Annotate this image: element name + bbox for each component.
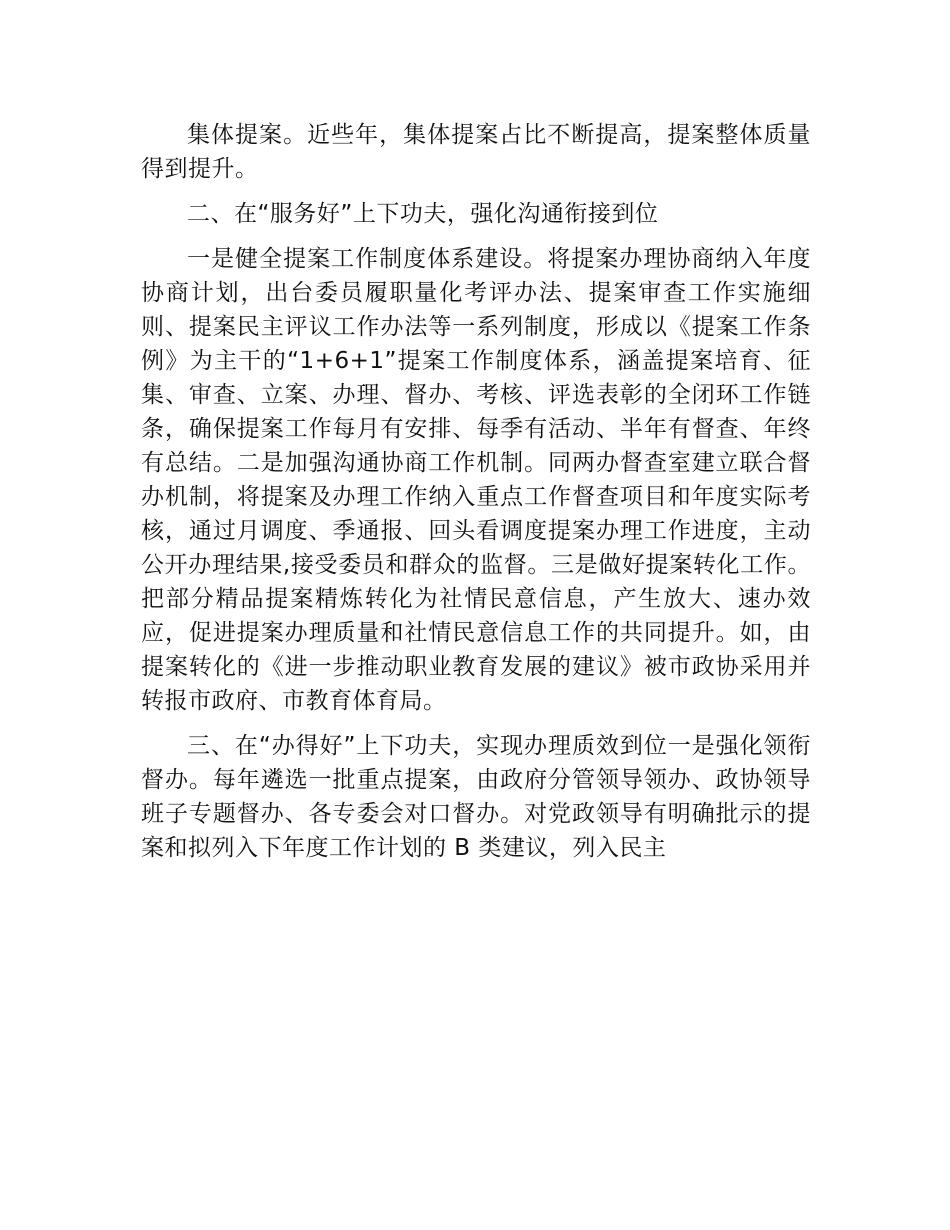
paragraph-gap xyxy=(141,231,811,242)
paragraph-section-3: 三、在“办得好”上下功夫，实现办理质效到位一是强化领衔督办。每年遴选一批重点提案，由政府分管领导领办、政协领导班子专题督办、各专委会对口督办。对党政领导有明确批示的提案和拟列入下年度工作计划的 B 类建议，列入民主 xyxy=(141,733,811,861)
document-body xyxy=(141,118,811,865)
paragraph-collective-proposals: 集体提案。近些年，集体提案占比不断提高，提案整体质量得到提升。 xyxy=(141,122,811,182)
paragraph-gap xyxy=(141,718,811,729)
paragraph-system-building: 一是健全提案工作制度体系建设。将提案办理协商纳入年度协商计划，出台委员履职量化考评办法、提案审查工作实施细则、提案民主评议工作办法等一系列制度，形成以《提案工作条例》为主干的“1+6+1”提案工作制度体系，涵盖提案培育、征集、审查、立案、办理、督办、考核、评选表彰的全闭环工作链条，确保提案工作每月有安排、每季有活动、半年有督查、年终有总结。二是加强沟通协商工作机制。同两办督查室建立联合督办机制，将提案及办理工作纳入重点工作督查项目和年度实际考核，通过月调度、季通报、回头看调度提案办理工作进度，主动公开办理结果,接受委员和群众的监督。三是做好提案转化工作。把部分精品提案精炼转化为社情民意信息，产生放大、速办效应，促进提案办理质量和社情民意信息工作的共同提升。如，由提案转化的《进一步推动职业教育发展的建议》被市政协采用并转报市政府、市教育体育局。 xyxy=(141,246,811,714)
section-heading-2: 二、在“服务好”上下功夫，强化沟通衔接到位 xyxy=(187,201,659,227)
paragraph-gap xyxy=(141,186,811,197)
